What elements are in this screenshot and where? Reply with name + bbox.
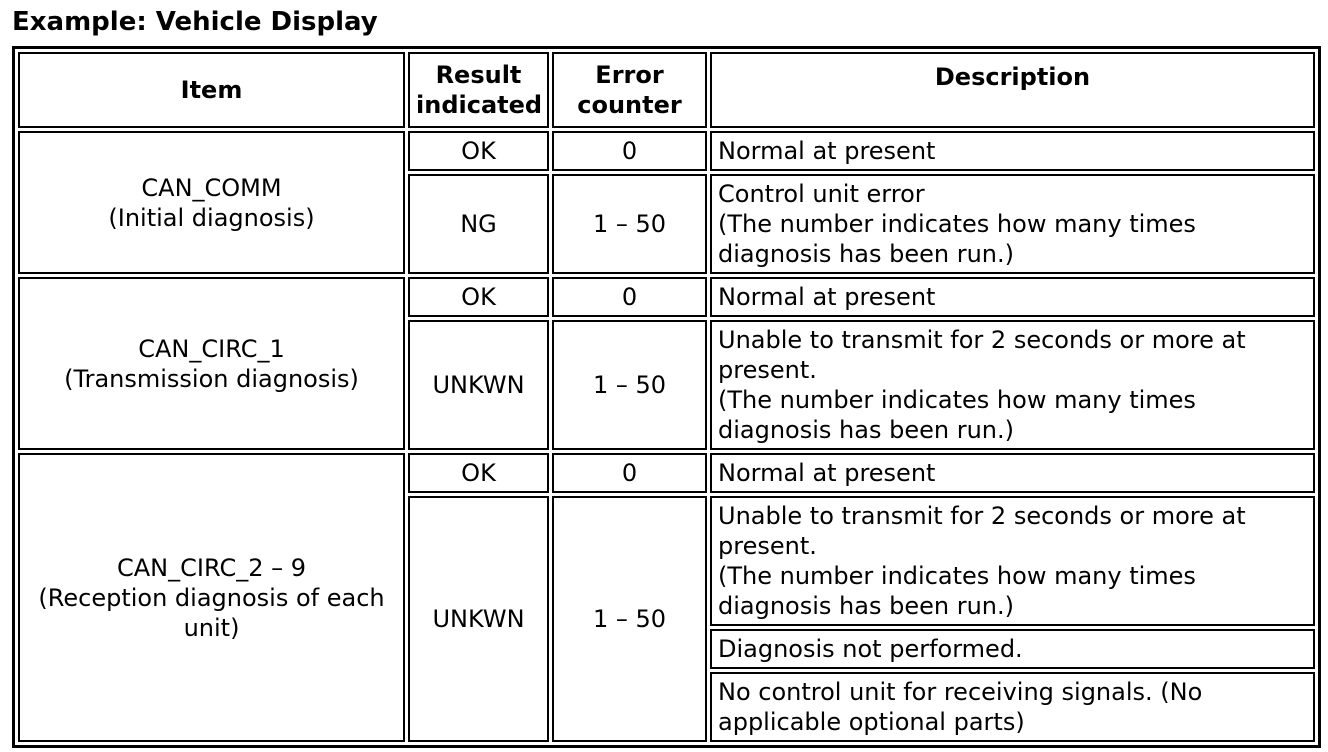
result-cell: OK	[408, 453, 549, 493]
counter-cell: 1 – 50	[552, 496, 707, 742]
page-title: Example: Vehicle Display	[12, 7, 378, 37]
item-cell	[18, 453, 405, 742]
description-cell: No control unit for receiving signals. (No applicable optional parts)	[710, 672, 1315, 742]
item-cell	[18, 277, 405, 450]
table-row	[18, 453, 1315, 493]
description-cell: Normal at present	[710, 131, 1315, 171]
result-cell: UNKWN	[408, 496, 549, 742]
description-cell: Normal at present	[710, 277, 1315, 317]
counter-cell: 0	[552, 131, 707, 171]
header-item: Item	[18, 52, 405, 128]
counter-cell: 1 – 50	[552, 174, 707, 274]
header-description: Description	[710, 52, 1315, 128]
description-cell: Unable to transmit for 2 seconds or more at present. (The number indicates how many times diagnosis has been run.)	[710, 320, 1315, 450]
item-subtitle: (Reception diagnosis of each unit)	[38, 583, 385, 642]
header-row	[18, 52, 1315, 128]
counter-cell: 1 – 50	[552, 320, 707, 450]
description-cell: Control unit error (The number indicates how many times diagnosis has been run.)	[710, 174, 1315, 274]
item-name: CAN_CIRC_1	[138, 334, 285, 363]
vehicle-display-table	[12, 46, 1321, 748]
header-error-counter: Error counter	[552, 52, 707, 128]
result-cell: OK	[408, 277, 549, 317]
header-result: Result indicated	[408, 52, 549, 128]
description-cell: Unable to transmit for 2 seconds or more at present. (The number indicates how many times diagnosis has been run.)	[710, 496, 1315, 626]
result-cell: OK	[408, 131, 549, 171]
item-subtitle: (Initial diagnosis)	[108, 203, 315, 232]
counter-cell: 0	[552, 453, 707, 493]
item-subtitle: (Transmission diagnosis)	[64, 364, 359, 393]
result-cell: NG	[408, 174, 549, 274]
item-cell	[18, 131, 405, 274]
table-row	[18, 131, 1315, 171]
counter-cell: 0	[552, 277, 707, 317]
description-cell: Diagnosis not performed.	[710, 629, 1315, 669]
item-name: CAN_CIRC_2 – 9	[117, 553, 306, 582]
description-cell: Normal at present	[710, 453, 1315, 493]
item-name: CAN_COMM	[141, 173, 282, 202]
table-row	[18, 277, 1315, 317]
result-cell: UNKWN	[408, 320, 549, 450]
